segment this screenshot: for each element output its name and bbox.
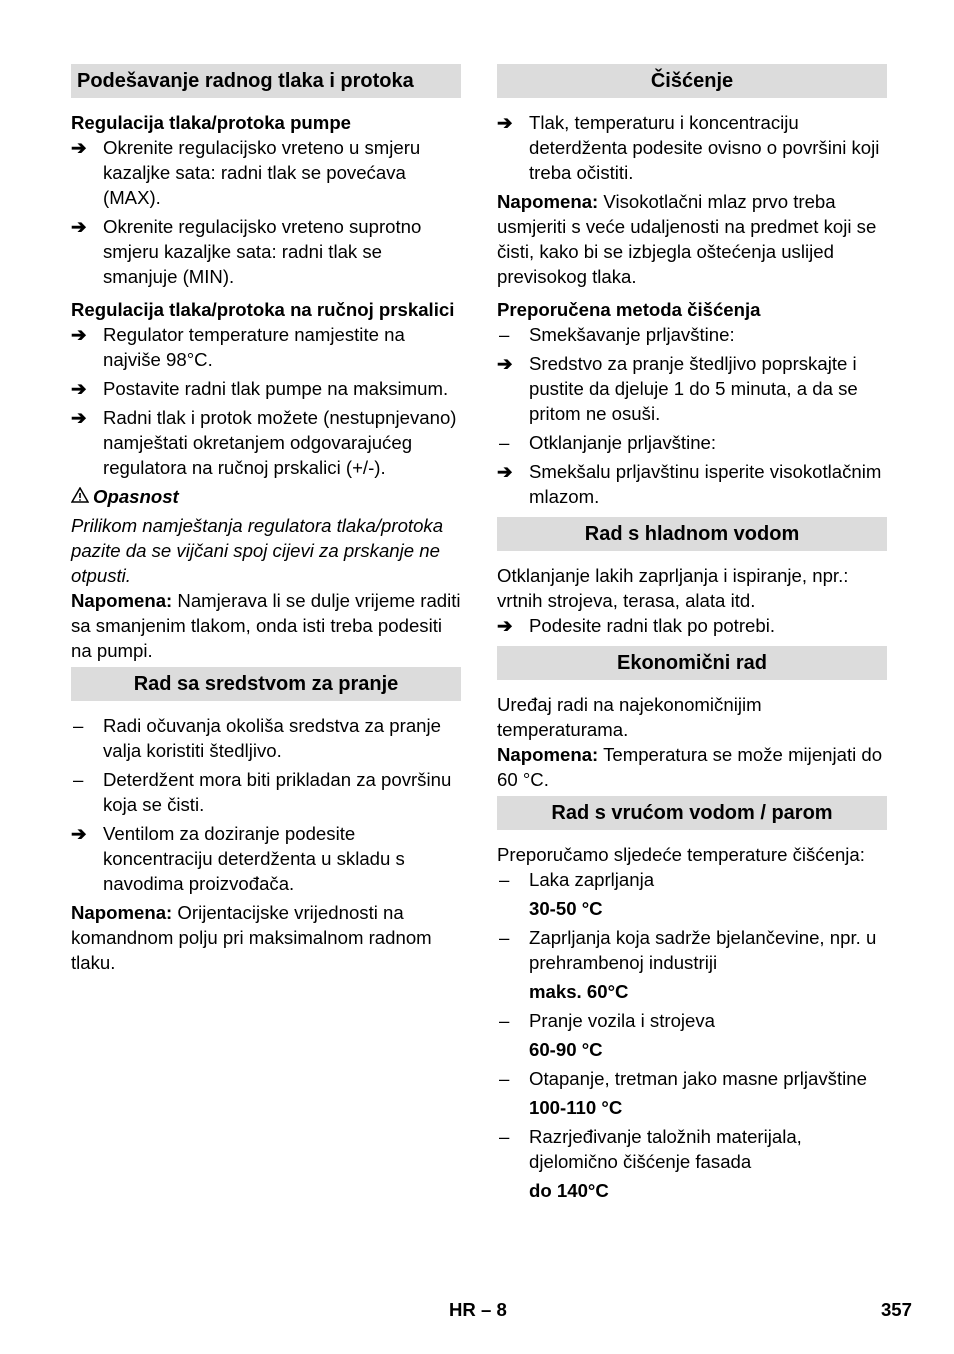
list-item-text: Zaprljanja koja sadrže bjelančevine, npr. u prehrambenoj industriji: [529, 927, 877, 973]
note-text: Visokotlačni mlaz prvo treba usmjeriti s veće udaljenosti na predmet koji se čisti, kako bi se izbjegla oštećenja uslijed previsokog tlaka.: [497, 191, 877, 287]
arrow-right-icon: ➔: [71, 216, 87, 237]
list-item-text: Laka zaprljanja: [529, 869, 655, 890]
list-item: [71, 214, 461, 289]
subheading-method: Preporučena metoda čišćenja: [497, 299, 761, 320]
list-item-text: Okrenite regulacijsko vreteno u smjeru kazaljke sata: radni tlak se povećava (MAX).: [103, 137, 421, 208]
warning-triangle-icon: [71, 484, 93, 509]
list-item: [497, 925, 887, 975]
list-item: [71, 767, 461, 817]
list-item: [497, 351, 887, 426]
list-item: [71, 376, 461, 401]
section-heading-hot-water: Rad s vrućom vodom / parom: [497, 796, 887, 830]
temperature-value: 30-50 °C: [529, 898, 603, 919]
arrow-right-icon: ➔: [71, 407, 87, 428]
list-item-text: Radni tlak i protok možete (nestupnjevano) namještati okretanjem odgovarajućeg regulatora na ručnoj prskalici (+/-).: [103, 407, 457, 478]
section-heading-detergent: Rad sa sredstvom za pranje: [71, 667, 461, 701]
list-item: [497, 110, 887, 185]
footer-page-number: 357: [880, 1299, 912, 1320]
list-item: [497, 459, 887, 509]
footer-page-local: 8: [496, 1299, 507, 1320]
paragraph: Preporučamo sljedeće temperature čišćenja:: [497, 844, 865, 865]
list-item: [497, 1124, 887, 1174]
list-item-text: Okrenite regulacijsko vreteno suprotno smjeru kazaljke sata: radni tlak se smanjuje (MIN).: [103, 216, 422, 287]
list-item: [71, 405, 461, 480]
dash-marker: –: [499, 324, 510, 345]
note-label: Napomena:: [71, 902, 173, 923]
list-item: [497, 430, 887, 455]
dash-marker: –: [499, 1126, 510, 1147]
list-item-text: Razrjeđivanje taložnih materijala, djelomično čišćenje fasada: [529, 1126, 802, 1172]
list-item-text: Postavite radni tlak pumpe na maksimum.: [103, 378, 449, 399]
note-text: Orijentacijske vrijednosti na komandnom polju pri maksimalnom radnom tlaku.: [71, 902, 432, 973]
list-item: [497, 613, 887, 638]
list-item-text: Deterdžent mora biti prikladan za površinu koja se čisti.: [103, 769, 452, 815]
arrow-right-icon: ➔: [71, 324, 87, 345]
dash-marker: –: [73, 715, 84, 736]
subheading-pump: Regulacija tlaka/protoka pumpe: [71, 112, 352, 133]
arrow-right-icon: ➔: [497, 615, 513, 636]
footer-lang: HR: [449, 1299, 476, 1320]
note-text: Namjerava li se dulje vrijeme raditi sa smanjenim tlakom, onda isti treba podesiti na pumpi.: [71, 590, 461, 661]
list-item-text: Sredstvo za pranje štedljivo poprskajte i pustite da djeluje 1 do 5 minuta, a da se pritom ne osuši.: [529, 353, 858, 424]
list-item-text: Regulator temperature namjestite na najviše 98°C.: [103, 324, 405, 370]
dash-marker: –: [499, 1010, 510, 1031]
list-item: [497, 1008, 887, 1033]
note: [71, 588, 461, 663]
section-heading-economy: Ekonomični rad: [497, 646, 887, 680]
note: [497, 742, 887, 792]
list-item: [71, 713, 461, 763]
dash-marker: –: [499, 927, 510, 948]
right-column: [497, 64, 887, 1203]
temperature-value: maks. 60°C: [529, 981, 629, 1002]
temperature-value: 60-90 °C: [529, 1039, 603, 1060]
dash-marker: –: [499, 869, 510, 890]
footer-language-page: [449, 1297, 507, 1322]
paragraph: Uređaj radi na najekonomičnijim temperaturama.: [497, 694, 762, 740]
arrow-right-icon: ➔: [497, 353, 513, 374]
footer-sep: –: [475, 1299, 497, 1320]
arrow-right-icon: ➔: [71, 137, 87, 158]
list-item: [497, 322, 887, 347]
list-item-text: Pranje vozila i strojeva: [529, 1010, 716, 1031]
paragraph: Otklanjanje lakih zaprljanja i ispiranje, npr.: vrtnih strojeva, terasa, alata itd.: [497, 565, 849, 611]
section-heading-pressure: Podešavanje radnog tlaka i protoka: [71, 64, 461, 98]
dash-marker: –: [499, 432, 510, 453]
list-item-text: Otapanje, tretman jako masne prljavštine: [529, 1068, 867, 1089]
note-label: Napomena:: [497, 191, 599, 212]
warning-text: Prilikom namještanja regulatora tlaka/protoka pazite da se vijčani spoj cijevi za prskanje ne otpusti.: [71, 515, 444, 586]
list-item: [71, 821, 461, 896]
arrow-right-icon: ➔: [497, 461, 513, 482]
section-heading-cleaning: Čišćenje: [497, 64, 887, 98]
list-item: [497, 1066, 887, 1091]
warning-title: [71, 484, 461, 509]
list-item-text: Podesite radni tlak po potrebi.: [529, 615, 776, 636]
list-item: [497, 867, 887, 892]
temperature-value: 100-110 °C: [529, 1097, 623, 1118]
left-column: [71, 64, 461, 975]
note-label: Napomena:: [497, 744, 599, 765]
list-item-text: Smekšalu prljavštinu isperite visokotlačnim mlazom.: [529, 461, 882, 507]
section-heading-cold-water: Rad s hladnom vodom: [497, 517, 887, 551]
list-item-text: Radi očuvanja okoliša sredstva za pranje valja koristiti štedljivo.: [103, 715, 441, 761]
arrow-right-icon: ➔: [71, 823, 87, 844]
note-text: Temperatura se može mijenjati do 60 °C.: [497, 744, 883, 790]
list-item-text: Tlak, temperaturu i koncentraciju deterdženta podesite ovisno o površini koji treba očistiti.: [529, 112, 880, 183]
list-item-text: Ventilom za doziranje podesite koncentraciju deterdženta u skladu s navodima proizvođača.: [103, 823, 405, 894]
note: [71, 900, 461, 975]
list-item: [71, 135, 461, 210]
arrow-right-icon: ➔: [497, 112, 513, 133]
note-label: Napomena:: [71, 590, 173, 611]
dash-marker: –: [73, 769, 84, 790]
subheading-spray-gun: Regulacija tlaka/protoka na ručnoj prskalici: [71, 299, 455, 320]
note: [497, 189, 887, 289]
dash-marker: –: [499, 1068, 510, 1089]
list-item-text: Smekšavanje prljavštine:: [529, 324, 735, 345]
temperature-value: do 140°C: [529, 1180, 609, 1201]
arrow-right-icon: ➔: [71, 378, 87, 399]
list-item-text: Otklanjanje prljavštine:: [529, 432, 717, 453]
list-item: [71, 322, 461, 372]
warning-title-text: Opasnost: [93, 486, 179, 507]
